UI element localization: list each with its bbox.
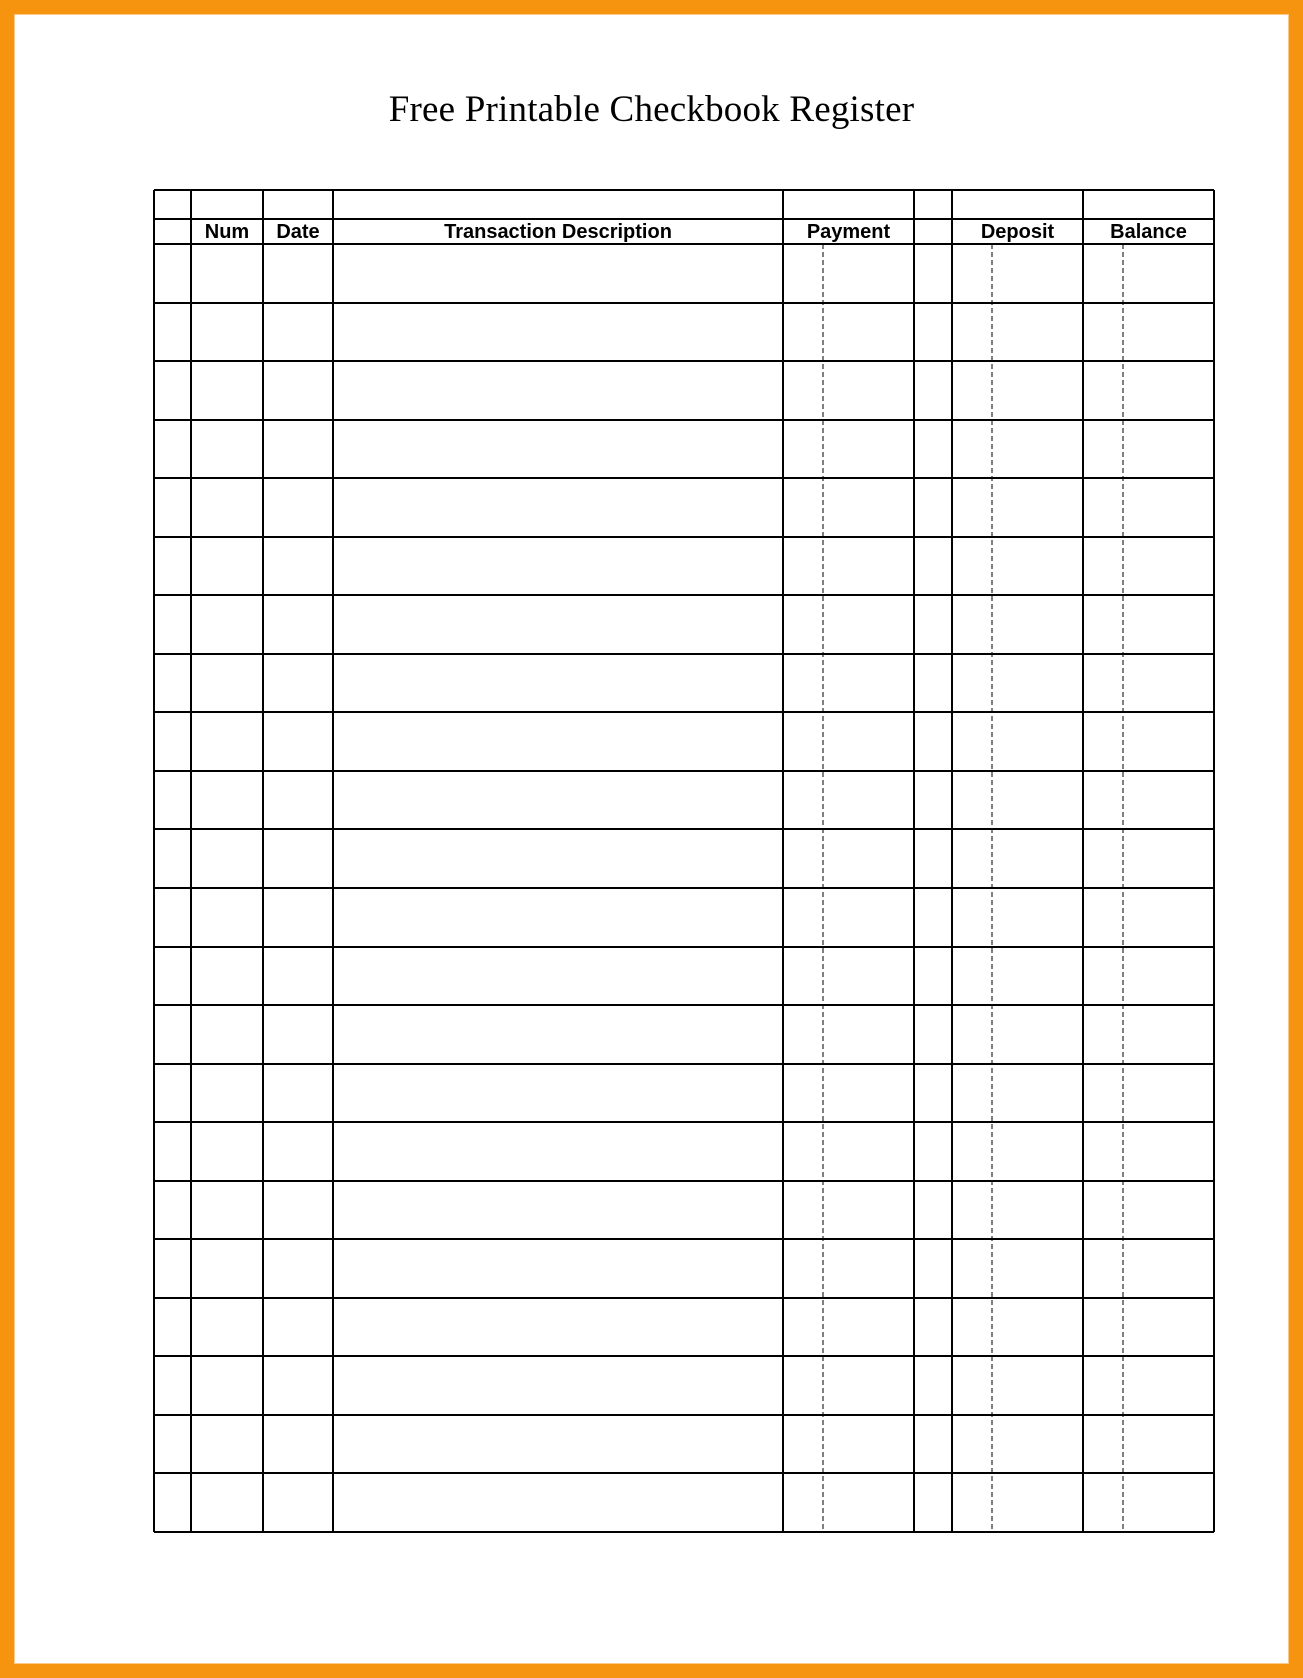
header-num: Num	[204, 221, 250, 243]
header-transaction-description: Transaction Description	[444, 221, 672, 243]
header-payment: Payment	[806, 221, 891, 243]
header-balance: Balance	[1110, 221, 1187, 243]
page-title: Free Printable Checkbook Register	[388, 89, 915, 130]
header-date: Date	[276, 221, 320, 243]
checkbook-register-grid	[153, 189, 1215, 1533]
header-deposit: Deposit	[980, 221, 1055, 243]
